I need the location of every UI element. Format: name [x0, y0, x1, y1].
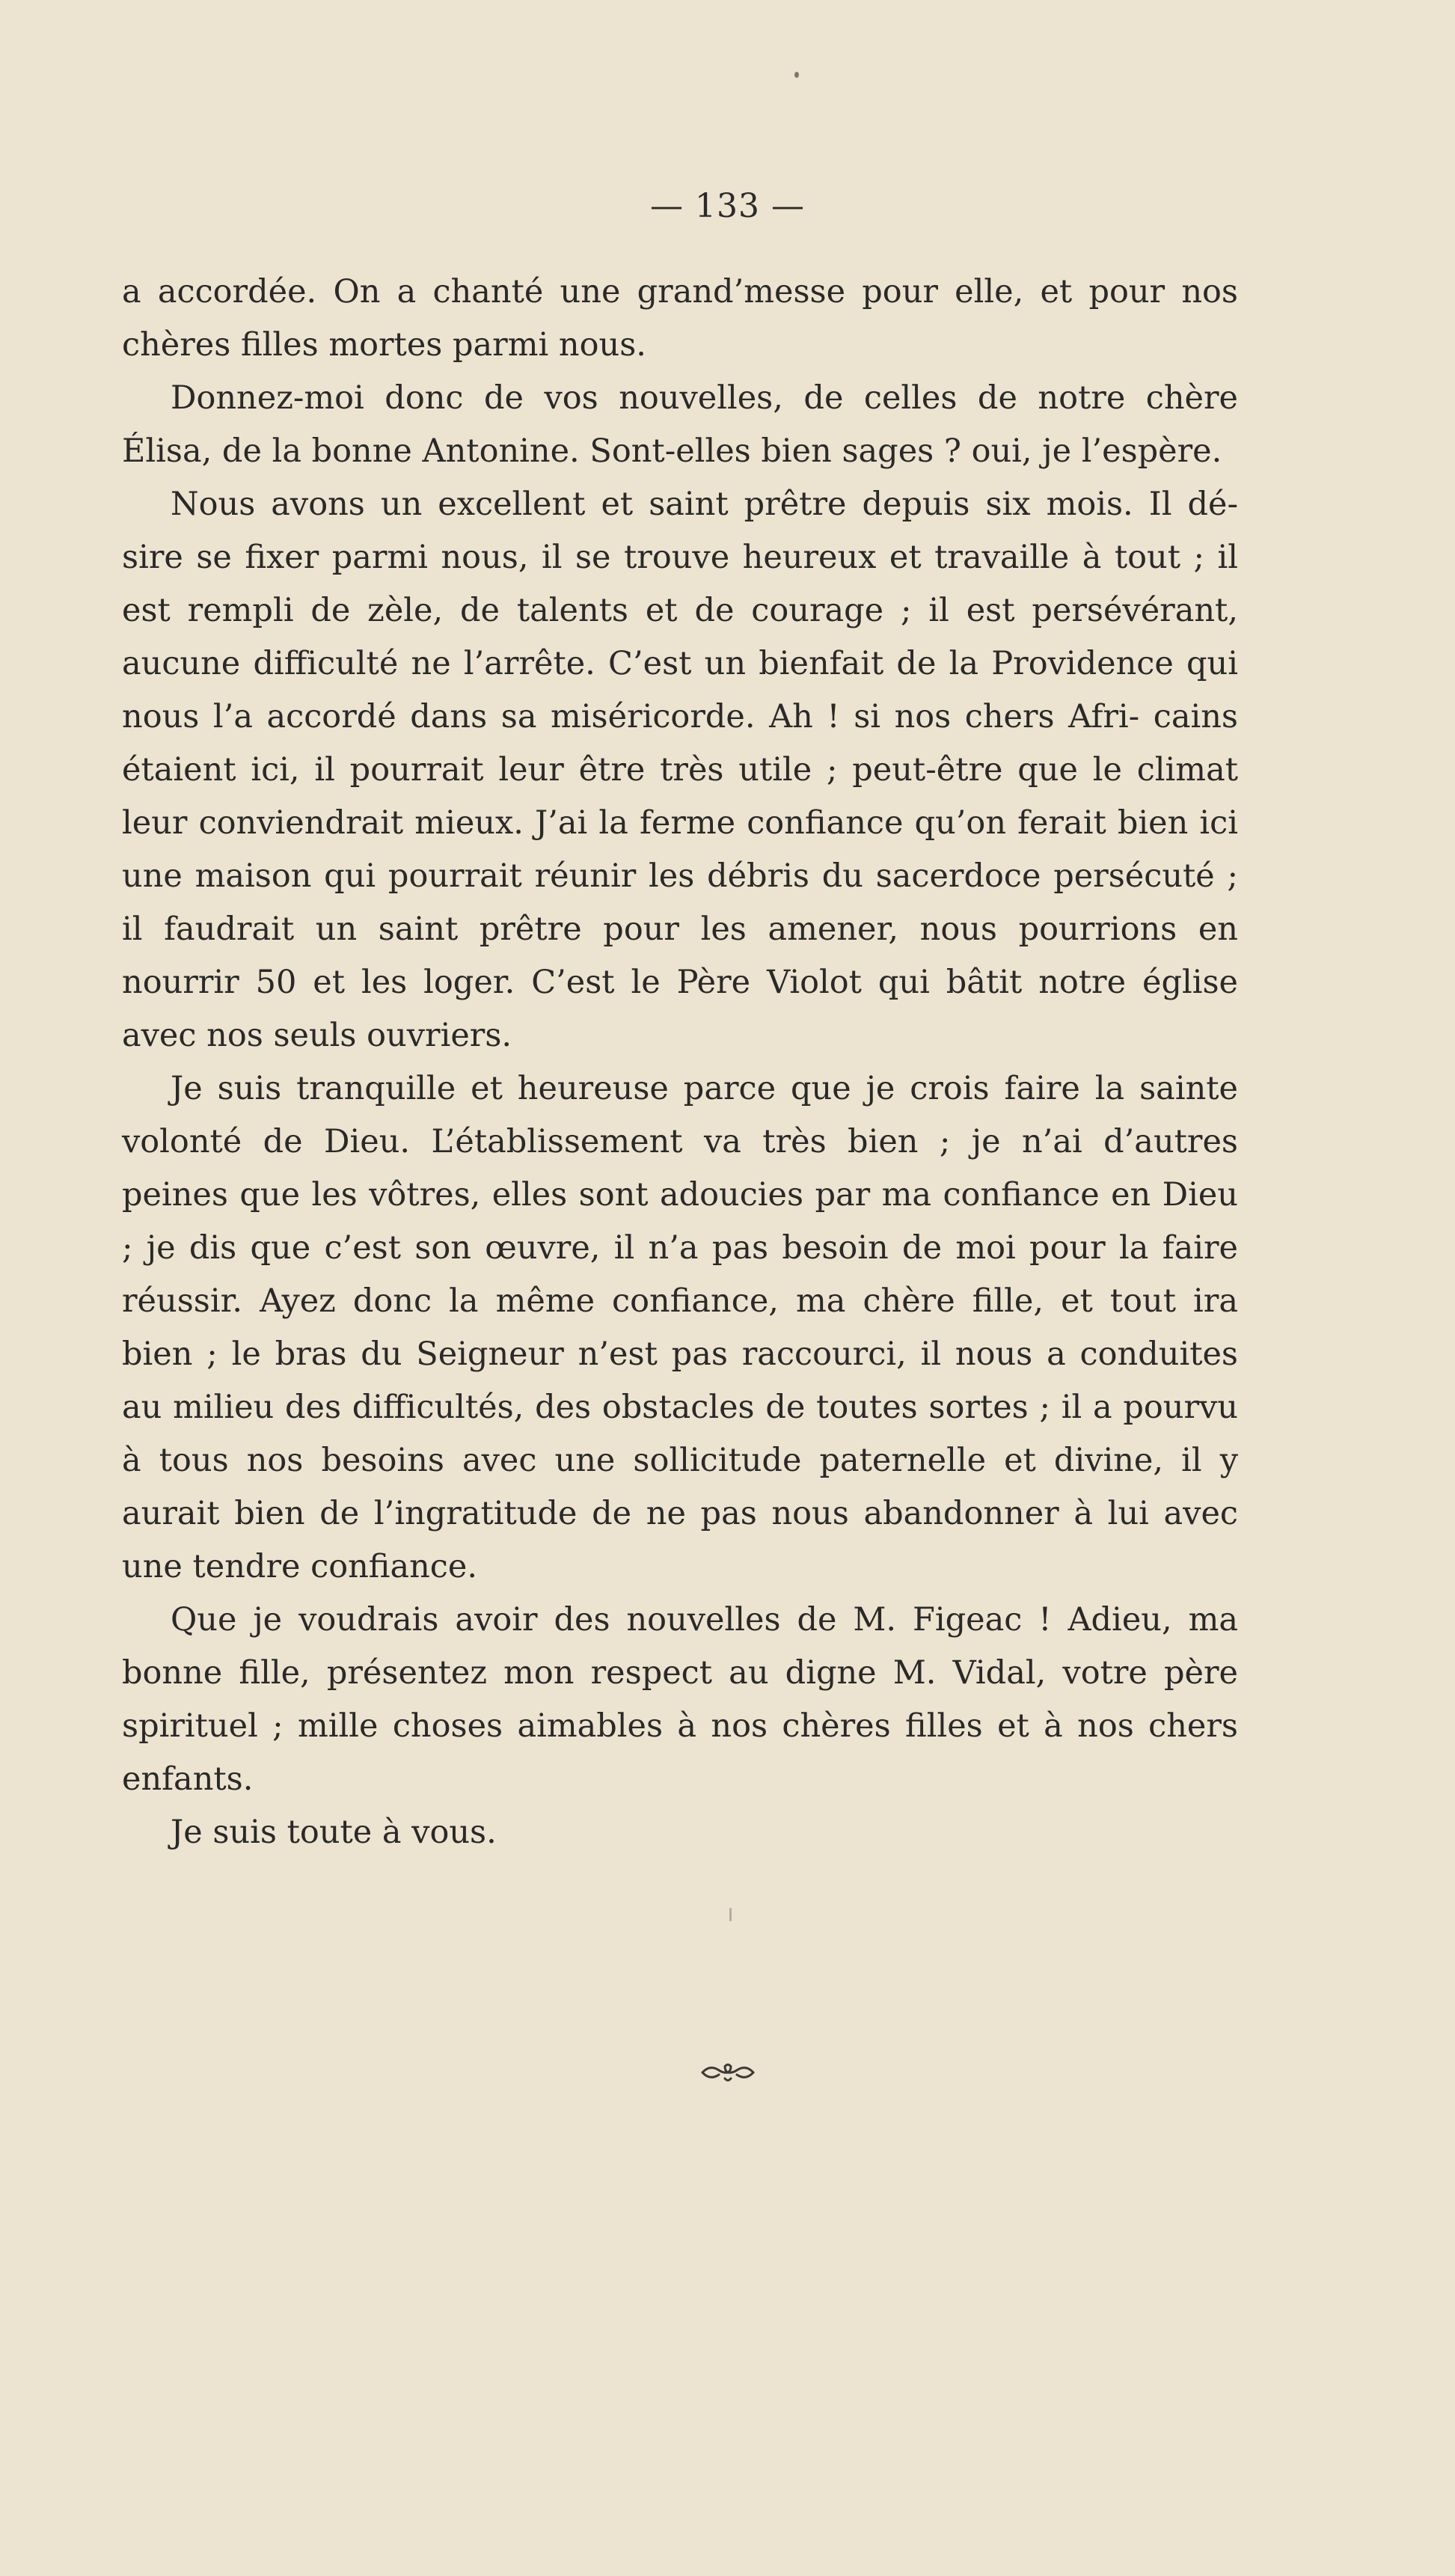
page-number-header: — 133 —: [650, 187, 805, 225]
paragraph-4: Je suis tranquille et heureuse parce que je crois faire la sainte volonté de Dieu. L’établissement va très bien ; je n’ai d’autres peines que les vôtres, elles sont adoucies par ma confiance en Dieu ; je dis que c’est son œuvre, il n’a pas besoin de moi pour la faire réussir. Ayez donc la même confiance, ma chère fille, et tout ira bien ; le bras du Seigneur n’est pas raccourci, il nous a conduites au milieu des difficultés, des obstacles de toutes sortes ; il a pourvu à tous nos besoins avec une sollicitude paternelle et divine, il y aurait bien de l’ingratitude de ne pas nous abandonner à lui avec une tendre confiance.: [122, 1070, 1238, 1585]
paragraph-1: a accordée. On a chanté une grand’messe pour elle, et pour nos chères filles mortes parmi nous.: [122, 273, 1238, 364]
letter-body: [122, 266, 1238, 1859]
paper-speck: [794, 72, 799, 78]
paragraph-5: Que je voudrais avoir des nouvelles de M. Figeac ! Adieu, ma bonne fille, présentez mon respect au digne M. Vidal, votre père spirituel ; mille choses aimables à nos chères filles et à nos chers enfants.: [122, 1601, 1238, 1798]
paragraph-3: Nous avons un excellent et saint prêtre depuis six mois. Il dé- sire se fixer parmi nous, il se trouve heureux et travaille à tout ; il est rempli de zèle, de talents et de courage ; il est persévérant, aucune difficulté ne l’arrête. C’est un bienfait de la Providence qui nous l’a accordé dans sa miséricorde. Ah ! si nos chers Afri- cains étaient ici, il pourrait leur être très utile ; peut-être que le climat leur conviendrait mieux. J’ai la ferme confiance qu’on ferait bien ici une maison qui pourrait réunir les débris du sacerdoce persécuté ; il faudrait un saint prêtre pour les amener, nous pourrions en nourrir 50 et les loger. C’est le Père Violot qui bâtit notre église avec nos seuls ouvriers.: [122, 486, 1238, 1054]
paragraph-2: Donnez-moi donc de vos nouvelles, de celles de notre chère Élisa, de la bonne Antonine. Sont-elles bien sages ? oui, je l’espère.: [122, 379, 1238, 470]
paper-speck: [729, 1908, 732, 1921]
closing-line: Je suis toute à vous.: [171, 1814, 497, 1851]
fleuron-ornament-icon: [0, 2061, 1455, 2087]
